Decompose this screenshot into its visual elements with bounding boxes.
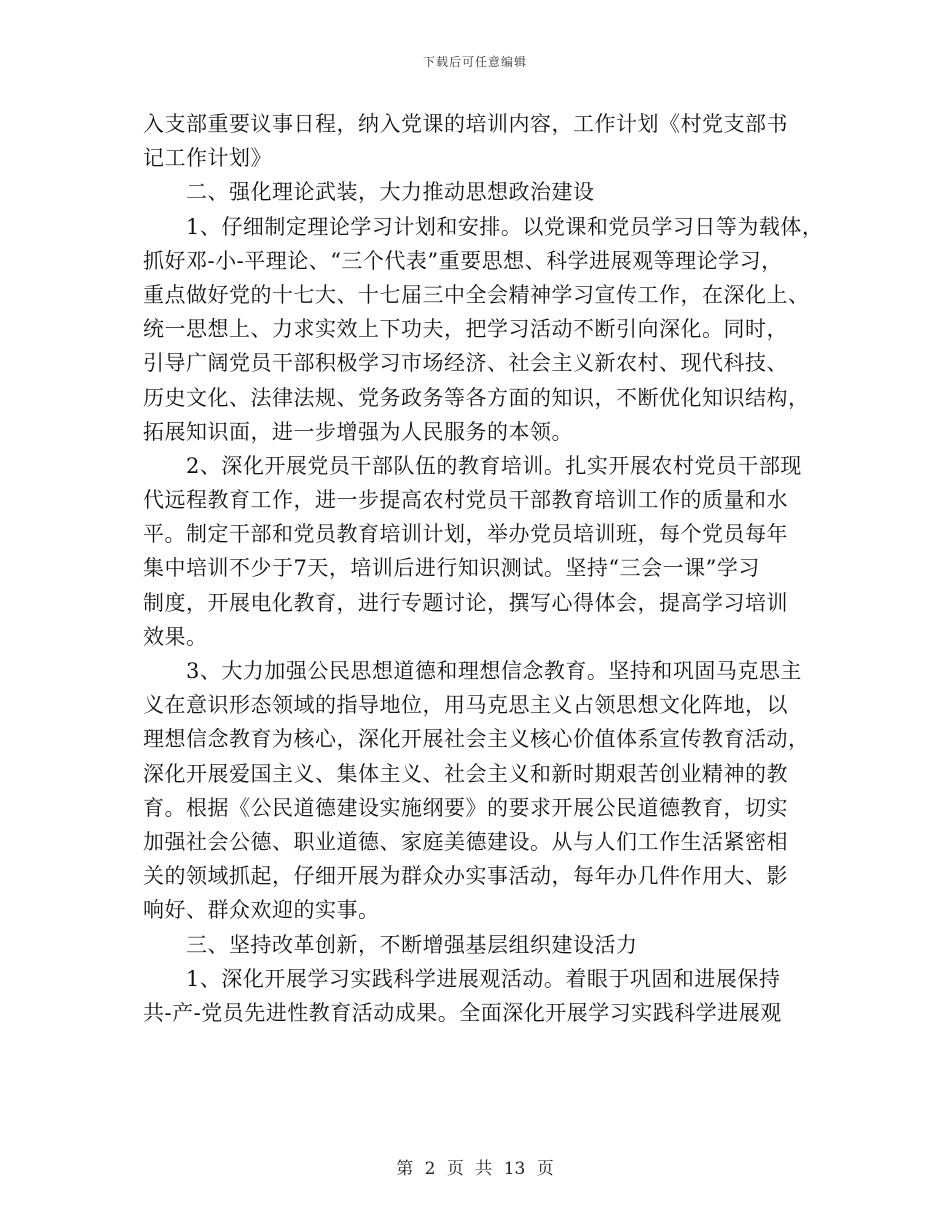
text-line: 3、大力加强公民思想道德和理想信念教育。坚持和巩固马克思主: [143, 659, 802, 683]
text-line: 育。根据《公民道德建设实施纲要》的要求开展公民道德教育，切实: [143, 795, 788, 820]
text-line: 1、仔细制定理论学习计划和安排。以党课和党员学习日等为载体，: [143, 214, 824, 239]
text-line: 拓展知识面，进一步增强为人民服务的本领。: [143, 419, 573, 444]
text-line: 加强社会公德、职业道德、家庭美德建设。从与人们工作生活紧密相: [143, 829, 788, 854]
text-line: 义在意识形态领域的指导地位，用马克思主义占领思想文化阵地，以: [143, 693, 788, 718]
text-line: 统一思想上、力求实效上下功夫，把学习活动不断引向深化。同时，: [143, 317, 788, 342]
text-line: 入支部重要议事日程，纳入党课的培训内容，工作计划《村党支部书: [143, 112, 788, 136]
text-line: 记工作计划》: [143, 146, 272, 171]
document-body: [143, 107, 823, 1030]
text-line: 理想信念教育为核心，深化开展社会主义核心价值体系宣传教育活动，: [143, 727, 810, 752]
text-line: 引导广阔党员干部积极学习市场经济、社会主义新农村、现代科技、: [143, 351, 788, 376]
text-line: 2、深化开展党员干部队伍的教育培训。扎实开展农村党员干部现: [143, 453, 802, 478]
section-heading: 三、坚持改革创新，不断增强基层组织建设活力: [143, 932, 638, 957]
text-line: 1、深化开展学习实践科学进展观活动。着眼于巩固和进展保持: [143, 966, 781, 991]
page-number-footer: 第 2 页 共 13 页: [396, 1159, 554, 1179]
text-line: 效果。: [143, 624, 208, 649]
text-line: 共-产-党员先进性教育活动成果。全面深化开展学习实践科学进展观: [143, 1000, 782, 1025]
text-line: 重点做好党的十七大、十七届三中全会精神学习宣传工作，在深化上、: [143, 282, 810, 307]
page-header: 下载后可任意编辑: [422, 55, 527, 69]
text-line: 响好、群众欢迎的实事。: [143, 898, 380, 923]
text-line: 集中培训不少于7天，培训后进行知识测试。坚持“三会一课”学习: [143, 556, 760, 581]
text-line: 代远程教育工作，进一步提高农村党员干部教育培训工作的质量和水: [143, 488, 788, 513]
text-line: 关的领域抓起，仔细开展为群众办实事活动，每年办几件作用大、影: [143, 864, 788, 889]
text-line: 历史文化、法律法规、党务政务等各方面的知识，不断优化知识结构，: [143, 385, 810, 410]
text-line: 抓好邓-小-平理论、“三个代表”重要思想、科学进展观等理论学习，: [143, 248, 783, 273]
section-heading: 二、强化理论武装，大力推动思想政治建设: [143, 180, 595, 205]
text-line: 平。制定干部和党员教育培训计划，举办党员培训班，每个党员每年: [143, 522, 788, 547]
text-line: 深化开展爱国主义、集体主义、社会主义和新时期艰苦创业精神的教: [143, 761, 788, 786]
text-line: 制度，开展电化教育，进行专题讨论，撰写心得体会，提高学习培训: [143, 590, 788, 615]
